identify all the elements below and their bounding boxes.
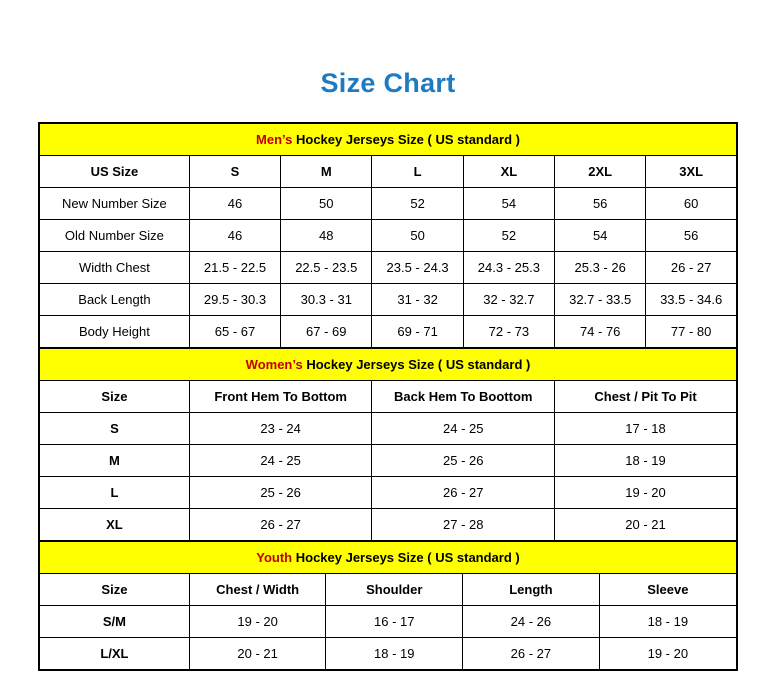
youth-banner-row (40, 542, 737, 574)
mens-row-3-value-5: 33.5 - 34.6 (646, 284, 737, 316)
mens-row-1-value-4: 54 (555, 220, 646, 252)
womens-banner-row (40, 349, 737, 381)
womens-row-3-value-1: 27 - 28 (372, 509, 555, 541)
youth-header-cell-1: Chest / Width (189, 574, 326, 606)
womens-banner-rest: Hockey Jerseys Size ( US standard ) (302, 356, 531, 372)
mens-row-3-value-0: 29.5 - 30.3 (189, 284, 280, 316)
mens-row-1-value-3: 52 (463, 220, 554, 252)
mens-row-0-label: New Number Size (40, 188, 190, 220)
mens-row-0-value-2: 52 (372, 188, 463, 220)
mens-row-4-value-1: 67 - 69 (281, 316, 372, 348)
womens-size-table (39, 348, 737, 541)
mens-row-1-label: Old Number Size (40, 220, 190, 252)
youth-header-row (40, 574, 737, 606)
mens-row-0-value-5: 60 (646, 188, 737, 220)
youth-size-table (39, 541, 737, 670)
mens-banner-accent: Men’s (256, 131, 293, 147)
womens-row-1-value-0: 24 - 25 (189, 445, 372, 477)
mens-row-0-value-1: 50 (281, 188, 372, 220)
mens-row-2-value-0: 21.5 - 22.5 (189, 252, 280, 284)
womens-header-cell-1: Front Hem To Bottom (189, 381, 372, 413)
mens-banner-cell (40, 124, 737, 156)
mens-header-cell-6: 3XL (646, 156, 737, 188)
mens-row-1-value-0: 46 (189, 220, 280, 252)
youth-row-0-value-3: 18 - 19 (599, 606, 736, 638)
womens-row-1-label: M (40, 445, 190, 477)
womens-row-0-value-1: 24 - 25 (372, 413, 555, 445)
table-row (40, 477, 737, 509)
mens-header-cell-2: M (281, 156, 372, 188)
mens-row-3-value-1: 30.3 - 31 (281, 284, 372, 316)
mens-row-4-value-5: 77 - 80 (646, 316, 737, 348)
womens-header-cell-3: Chest / Pit To Pit (555, 381, 737, 413)
mens-row-0-value-3: 54 (463, 188, 554, 220)
womens-row-2-value-0: 25 - 26 (189, 477, 372, 509)
table-row (40, 220, 737, 252)
womens-header-cell-2: Back Hem To Boottom (372, 381, 555, 413)
mens-row-2-value-2: 23.5 - 24.3 (372, 252, 463, 284)
youth-header-cell-3: Length (463, 574, 600, 606)
table-row (40, 413, 737, 445)
table-row (40, 188, 737, 220)
youth-banner-rest: Hockey Jerseys Size ( US standard ) (292, 549, 520, 565)
youth-row-1-value-2: 26 - 27 (463, 638, 600, 670)
mens-row-2-value-5: 26 - 27 (646, 252, 737, 284)
womens-row-3-value-0: 26 - 27 (189, 509, 372, 541)
womens-row-3-label: XL (40, 509, 190, 541)
womens-header-row (40, 381, 737, 413)
youth-row-0-value-0: 19 - 20 (189, 606, 326, 638)
mens-row-4-label: Body Height (40, 316, 190, 348)
youth-row-1-value-1: 18 - 19 (326, 638, 463, 670)
womens-header-cell-0: Size (40, 381, 190, 413)
table-row (40, 316, 737, 348)
mens-banner-row (40, 124, 737, 156)
table-row (40, 509, 737, 541)
page-title: Size Chart (320, 68, 456, 98)
mens-row-3-value-2: 31 - 32 (372, 284, 463, 316)
youth-row-1-value-3: 19 - 20 (599, 638, 736, 670)
womens-row-2-label: L (40, 477, 190, 509)
youth-banner-cell (40, 542, 737, 574)
mens-row-4-value-4: 74 - 76 (555, 316, 646, 348)
mens-header-cell-5: 2XL (555, 156, 646, 188)
mens-row-3-value-4: 32.7 - 33.5 (555, 284, 646, 316)
mens-row-1-value-5: 56 (646, 220, 737, 252)
womens-row-2-value-2: 19 - 20 (555, 477, 737, 509)
youth-row-0-value-2: 24 - 26 (463, 606, 600, 638)
mens-row-0-value-0: 46 (189, 188, 280, 220)
mens-header-cell-1: S (189, 156, 280, 188)
womens-banner-accent: Women’s (245, 356, 303, 372)
youth-header-cell-4: Sleeve (599, 574, 736, 606)
mens-row-2-value-1: 22.5 - 23.5 (281, 252, 372, 284)
mens-banner-rest: Hockey Jerseys Size ( US standard ) (292, 131, 520, 147)
youth-banner-accent: Youth (256, 549, 293, 565)
mens-row-1-value-2: 50 (372, 220, 463, 252)
table-row (40, 638, 737, 670)
mens-row-2-value-3: 24.3 - 25.3 (463, 252, 554, 284)
womens-row-0-value-0: 23 - 24 (189, 413, 372, 445)
table-row (40, 445, 737, 477)
mens-row-3-value-3: 32 - 32.7 (463, 284, 554, 316)
womens-row-3-value-2: 20 - 21 (555, 509, 737, 541)
womens-row-1-value-1: 25 - 26 (372, 445, 555, 477)
womens-row-0-label: S (40, 413, 190, 445)
youth-row-1-label: L/XL (40, 638, 190, 670)
womens-row-2-value-1: 26 - 27 (372, 477, 555, 509)
mens-size-table (39, 123, 737, 348)
mens-row-4-value-2: 69 - 71 (372, 316, 463, 348)
womens-row-0-value-2: 17 - 18 (555, 413, 737, 445)
mens-row-2-label: Width Chest (40, 252, 190, 284)
mens-row-4-value-3: 72 - 73 (463, 316, 554, 348)
size-chart-container (38, 122, 738, 671)
mens-row-1-value-1: 48 (281, 220, 372, 252)
youth-header-cell-0: Size (40, 574, 190, 606)
mens-row-3-label: Back Length (40, 284, 190, 316)
youth-row-0-label: S/M (40, 606, 190, 638)
table-row (40, 252, 737, 284)
mens-row-0-value-4: 56 (555, 188, 646, 220)
womens-row-1-value-2: 18 - 19 (555, 445, 737, 477)
mens-row-2-value-4: 25.3 - 26 (555, 252, 646, 284)
mens-header-cell-3: L (372, 156, 463, 188)
mens-row-4-value-0: 65 - 67 (189, 316, 280, 348)
table-row (40, 606, 737, 638)
mens-header-row (40, 156, 737, 188)
mens-header-cell-0: US Size (40, 156, 190, 188)
table-row (40, 284, 737, 316)
youth-row-0-value-1: 16 - 17 (326, 606, 463, 638)
mens-header-cell-4: XL (463, 156, 554, 188)
youth-header-cell-2: Shoulder (326, 574, 463, 606)
womens-banner-cell (40, 349, 737, 381)
youth-row-1-value-0: 20 - 21 (189, 638, 326, 670)
